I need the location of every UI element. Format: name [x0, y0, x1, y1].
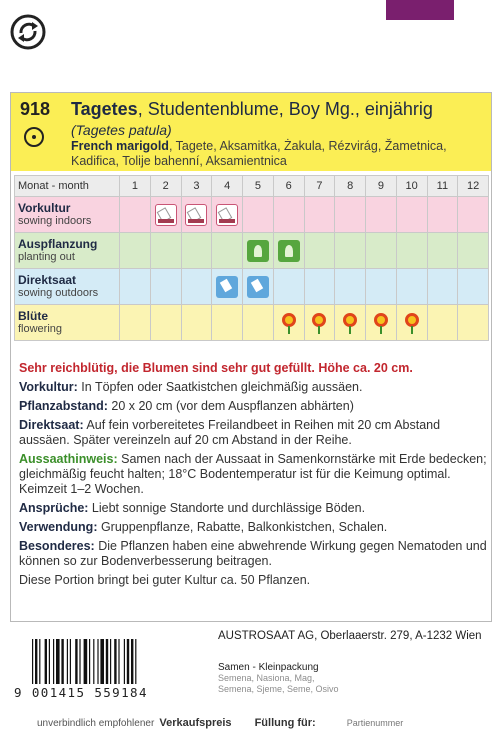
month-cell [396, 233, 427, 269]
row-label [15, 269, 120, 305]
month-cell [396, 197, 427, 233]
price-label: Verkaufspreis [159, 717, 232, 729]
anspruch-key: Ansprüche: [19, 501, 89, 515]
package-translations-1: Semena, Nasiona, Mag, [218, 673, 315, 683]
tray-icon [185, 204, 207, 226]
month-4: 4 [212, 176, 243, 197]
barcode-bar [79, 639, 80, 684]
row-label [15, 305, 120, 341]
seed-packet-back [10, 92, 492, 622]
barcode-bar [70, 639, 71, 684]
besonderes-key: Besonderes: [19, 539, 95, 553]
package-translations-2: Semena, Sjeme, Seme, Osivo [218, 684, 339, 694]
para-verwendung [19, 520, 487, 535]
para-vorkultur [19, 380, 487, 395]
barcode-bar [131, 639, 133, 684]
highlight-text: Sehr reichblütig, die Blumen sind sehr gut gefüllt. Höhe ca. 20 cm. [19, 361, 413, 375]
title-rest: , Studentenblume, Boy Mg., einjährig [137, 99, 433, 119]
month-cell [427, 197, 458, 233]
row-label-en: planting out [18, 250, 75, 263]
batch-label: Partienummer [346, 718, 404, 728]
fill-label: Füllung für: [254, 717, 316, 729]
row-label-de: Vorkultur [18, 200, 71, 215]
recycling-icon [10, 14, 46, 50]
barcode-bar [135, 639, 136, 684]
barcode-bar [84, 639, 88, 684]
full-sun-icon [24, 127, 44, 147]
barcode-bar [39, 639, 40, 684]
month-cell [243, 269, 274, 305]
month-cell [304, 197, 335, 233]
barcode-bar [110, 639, 111, 684]
month-cell [304, 233, 335, 269]
barcode-bar [114, 639, 116, 684]
barcode-bar [124, 639, 125, 684]
month-cell [120, 269, 151, 305]
barcode [30, 639, 202, 684]
month-7: 7 [304, 176, 335, 197]
hinweis-value: Samen nach der Aussaat in Samenkornstärke mit Erde bedecken; gleichmäßig feucht halten; 18°C Bodentemperatur ist für die Keimung optimal. Keimzeit 1–2 Wochen. [19, 452, 487, 496]
month-cell [120, 305, 151, 341]
vorkultur-key: Vorkultur: [19, 380, 78, 394]
para-hinweis [19, 452, 487, 497]
month-cell [427, 233, 458, 269]
month-cell [181, 197, 212, 233]
barcode-bar [97, 639, 98, 684]
row-label-de: Auspflanzung [18, 236, 98, 251]
flower-icon [401, 312, 423, 334]
sow-icon [247, 276, 269, 298]
vorkultur-value: In Töpfen oder Saatkistchen gleichmäßig aussäen. [77, 380, 363, 394]
calendar-row-flowering [15, 305, 489, 341]
row-label-en: sowing indoors [18, 214, 92, 227]
month-cell [273, 197, 304, 233]
month-cell [181, 233, 212, 269]
para-ansprueche [19, 501, 487, 516]
hang-tab [386, 0, 454, 20]
month-cell [458, 233, 489, 269]
month-cell [304, 269, 335, 305]
barcode-bar [32, 639, 33, 684]
month-cell [243, 197, 274, 233]
month-cell [273, 305, 304, 341]
portion-text: Diese Portion bringt bei guter Kultur ca. 50 Pflanzen. [19, 573, 311, 587]
row-label-de: Direktsaat [18, 272, 77, 287]
month-6: 6 [273, 176, 304, 197]
plant-icon [278, 240, 300, 262]
abstand-value: 20 x 20 cm (vor dem Auspflanzen abhärten) [107, 399, 354, 413]
product-title [71, 99, 433, 120]
month-cell [427, 269, 458, 305]
row-label [15, 233, 120, 269]
month-9: 9 [366, 176, 397, 197]
sowing-calendar [14, 175, 489, 341]
calendar-row-direct [15, 269, 489, 305]
month-cell [150, 233, 181, 269]
month-12: 12 [458, 176, 489, 197]
para-direktsaat [19, 418, 487, 448]
month-cell [212, 233, 243, 269]
price-prefix: unverbindlich empfohlener [37, 718, 155, 729]
barcode-bar [67, 639, 68, 684]
barcode-bar [56, 639, 60, 684]
month-cell [427, 305, 458, 341]
month-cell [366, 305, 397, 341]
para-abstand [19, 399, 487, 414]
barcode-bar [45, 639, 47, 684]
title-genus: Tagetes [71, 99, 138, 119]
calendar-row-planting [15, 233, 489, 269]
month-cell [335, 305, 366, 341]
month-cell [335, 269, 366, 305]
month-1: 1 [120, 176, 151, 197]
product-header [11, 93, 491, 171]
month-cell [243, 233, 274, 269]
month-cell [181, 269, 212, 305]
month-cell [366, 269, 397, 305]
month-cell [120, 233, 151, 269]
barcode-bar [61, 639, 63, 684]
ean-number: 9 001415 559184 [14, 685, 148, 700]
plant-icon [247, 240, 269, 262]
tray-icon [216, 204, 238, 226]
barcode-bar [53, 639, 54, 684]
sow-icon [216, 276, 238, 298]
month-cell [335, 197, 366, 233]
month-cell [150, 305, 181, 341]
direkt-key: Direktsaat: [19, 418, 84, 432]
calendar-row-indoor [15, 197, 489, 233]
month-cell [243, 305, 274, 341]
month-cell [396, 269, 427, 305]
month-cell [458, 269, 489, 305]
barcode-bar [106, 639, 108, 684]
month-cell [458, 197, 489, 233]
english-name: French marigold [71, 139, 169, 153]
month-cell [212, 269, 243, 305]
month-label: Monat - month [15, 176, 120, 197]
flower-icon [370, 312, 392, 334]
package-type [218, 662, 339, 695]
month-header-row [15, 176, 489, 197]
month-cell [150, 269, 181, 305]
row-label [15, 197, 120, 233]
row-label-en: flowering [18, 322, 63, 335]
month-cell [150, 197, 181, 233]
month-cell [212, 305, 243, 341]
barcode-bar [127, 639, 129, 684]
barcode-bar [89, 639, 90, 684]
company-address: AUSTROSAAT AG, Oberlaaerstr. 279, A-1232 Wien [218, 630, 482, 642]
tray-icon [155, 204, 177, 226]
article-number: 918 [20, 99, 51, 119]
month-cell [212, 197, 243, 233]
month-cell [396, 305, 427, 341]
flower-icon [278, 312, 300, 334]
barcode-bar [35, 639, 37, 684]
abstand-key: Pflanzabstand: [19, 399, 108, 413]
month-11: 11 [427, 176, 458, 197]
month-cell [335, 233, 366, 269]
hinweis-key: Aussaathinweis: [19, 452, 118, 466]
month-2: 2 [150, 176, 181, 197]
flower-icon [308, 312, 330, 334]
latin-name: (Tagetes patula) [71, 122, 172, 138]
flower-icon [339, 312, 361, 334]
month-8: 8 [335, 176, 366, 197]
row-label-de: Blüte [18, 308, 48, 323]
verwendung-key: Verwendung: [19, 520, 98, 534]
growing-instructions [19, 361, 487, 592]
barcode-bar [93, 639, 94, 684]
month-cell [458, 305, 489, 341]
para-besonderes [19, 539, 487, 569]
month-cell [304, 305, 335, 341]
row-label-en: sowing outdoors [18, 286, 99, 299]
month-cell [366, 233, 397, 269]
month-cell [273, 269, 304, 305]
besonderes-value: Die Pflanzen haben eine abwehrende Wirkung gegen Nematoden und können so zur Bodenverbesserung beitragen. [19, 539, 487, 568]
barcode-bar [75, 639, 77, 684]
month-5: 5 [243, 176, 274, 197]
direkt-value: Auf fein vorbereitetes Freilandbeet in Reihen mit 20 cm Abstand aussäen. Später vereinzeln auf 20 cm Abstand in der Reihe. [19, 418, 441, 447]
month-cell [120, 197, 151, 233]
month-10: 10 [396, 176, 427, 197]
month-cell [273, 233, 304, 269]
barcode-bar [100, 639, 104, 684]
month-3: 3 [181, 176, 212, 197]
price-footer [37, 717, 497, 729]
package-title: Samen - Kleinpackung [218, 662, 319, 673]
barcode-bar [49, 639, 50, 684]
month-cell [181, 305, 212, 341]
month-cell [366, 197, 397, 233]
other-names: , Tagete, Aksamitka, Żakula, Rézvirág, Žametnica, Kadifica, Tolije bahenní, Aksamientnica [71, 139, 447, 168]
barcode-bar [118, 639, 119, 684]
common-names [71, 139, 486, 169]
anspruch-value: Liebt sonnige Standorte und durchlässige Böden. [88, 501, 366, 515]
verwendung-value: Gruppenpflanze, Rabatte, Balkonkistchen, Schalen. [97, 520, 388, 534]
